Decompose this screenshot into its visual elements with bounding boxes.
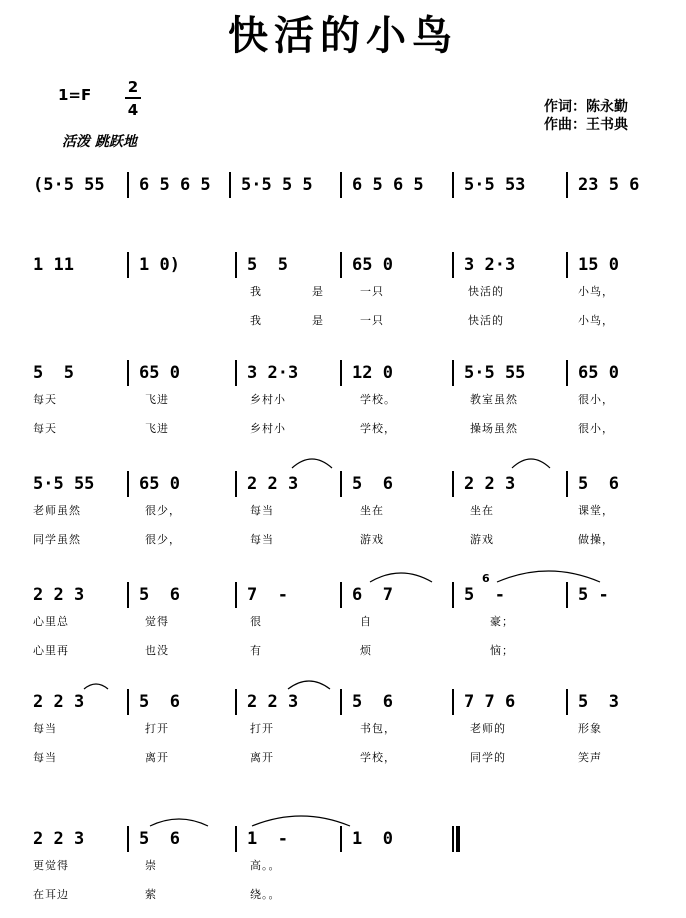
lyric-verse-1: 每当	[33, 722, 57, 735]
lyric-verse-1: 书包，	[360, 722, 396, 735]
lyric-verse-1: 学校。	[360, 393, 396, 406]
lyric-verse-2: 离开	[145, 751, 169, 764]
lyric-verse-2: 烦	[360, 644, 372, 657]
lyric-verse-1: 打开	[145, 722, 169, 735]
lyric-verse-1: 课堂，	[578, 504, 614, 517]
measure-notes: 2 2 3	[247, 474, 299, 494]
measure-notes: 65 0	[139, 363, 180, 383]
measure-notes: 23 5 6	[578, 175, 640, 195]
measure-notes: 1 11	[33, 255, 74, 275]
lyric-verse-2: 乡村小	[250, 422, 286, 435]
measure-notes: 2 2 3	[247, 692, 299, 712]
lyric-verse-1: 觉得	[145, 615, 169, 628]
measure-notes: 1 -	[247, 829, 288, 849]
lyric-verse-2: 心里再	[33, 644, 69, 657]
measure-notes: 3 2·3	[464, 255, 516, 275]
lyric-verse-1: 心里总	[33, 615, 69, 628]
measure-notes: 12 0	[352, 363, 393, 383]
lyric-verse-1: 形象	[578, 722, 602, 735]
measure-notes: 5 5	[247, 255, 288, 275]
lyric-verse-2: 游戏	[470, 533, 494, 546]
measure-notes: 5·5 55	[464, 363, 526, 383]
lyric-verse-1: 飞进	[145, 393, 169, 406]
lyric-verse-2: 小鸟，	[578, 314, 614, 327]
measure-notes: 15 0	[578, 255, 619, 275]
lyric-verse-1: 坐在	[470, 504, 494, 517]
lyric-verse-1: 我	[250, 285, 262, 298]
measure-notes: 2 2 3	[33, 585, 85, 605]
measure-notes: 5 5	[33, 363, 74, 383]
lyric-verse-2: 游戏	[360, 533, 384, 546]
measure-notes: 5 6	[578, 474, 619, 494]
measure-notes: 5 3	[578, 692, 619, 712]
measure-notes: 5 6	[139, 829, 180, 849]
measure-notes: (5·5 55	[33, 175, 105, 195]
grace-note: 6	[482, 572, 490, 585]
measure-notes: 2 2 3	[33, 829, 85, 849]
lyric-verse-2: 每天	[33, 422, 57, 435]
measure-notes: 5 -	[464, 585, 505, 605]
lyric-verse-2: 每当	[250, 533, 274, 546]
slur-arc	[288, 681, 330, 689]
time-signature-top: 2	[127, 78, 139, 96]
slur-arc	[497, 571, 600, 582]
measure-notes: 7 7 6	[464, 692, 516, 712]
lyric-verse-2: 飞进	[145, 422, 169, 435]
lyric-verse-2: 也没	[145, 644, 169, 657]
lyric-verse-2: 学校，	[360, 422, 396, 435]
lyric-verse-1: 小鸟，	[578, 285, 614, 298]
measure-notes: 5 -	[578, 585, 609, 605]
lyric-verse-1: 自	[360, 615, 372, 628]
lyric-verse-1: 豪；	[490, 615, 514, 628]
lyric-verse-1: 每天	[33, 393, 57, 406]
lyric-verse-2: 学校，	[360, 751, 396, 764]
measure-notes: 65 0	[139, 474, 180, 494]
measure-notes: 1 0	[352, 829, 393, 849]
time-signature-bottom: 4	[127, 101, 139, 119]
lyricist-credit: 作词：陈永勤	[544, 99, 628, 115]
measure-notes: 2 2 3	[33, 692, 85, 712]
song-title: 快活的小鸟	[228, 13, 458, 59]
lyric-verse-2: 同学虽然	[33, 533, 81, 546]
measure-notes: 1 0)	[139, 255, 180, 275]
lyric-verse-2: 恼；	[490, 644, 514, 657]
lyric-verse-1: 一只	[360, 285, 384, 298]
measure-notes: 2 2 3	[464, 474, 516, 494]
measure-notes: 65 0	[352, 255, 393, 275]
lyric-verse-2: 每当	[33, 751, 57, 764]
tempo-marking: 活泼 跳跃地	[62, 134, 137, 150]
lyric-verse-1: 很	[250, 615, 262, 628]
lyric-verse-1: 很小，	[578, 393, 614, 406]
lyric-verse-2: 绕。。	[250, 888, 281, 901]
key-signature: 1=F	[58, 86, 92, 104]
lyric-verse-2: 是	[312, 314, 324, 327]
composer-credit: 作曲：王书典	[544, 117, 628, 133]
lyric-verse-1: 很少，	[145, 504, 181, 517]
lyric-verse-1: 快活的	[468, 285, 504, 298]
lyric-verse-1: 更觉得	[33, 859, 69, 872]
lyric-verse-2: 快活的	[468, 314, 504, 327]
measure-notes: 6 5 6 5	[139, 175, 211, 195]
lyric-verse-1: 乡村小	[250, 393, 286, 406]
lyric-verse-2: 很小，	[578, 422, 614, 435]
measure-notes: 5 6	[139, 585, 180, 605]
lyric-verse-1: 高。。	[250, 859, 281, 872]
lyric-verse-1: 每当	[250, 504, 274, 517]
measure-notes: 65 0	[578, 363, 619, 383]
measure-notes: 5 6	[139, 692, 180, 712]
slur-arc	[512, 459, 550, 468]
lyric-verse-1: 坐在	[360, 504, 384, 517]
measure-notes: 5 6	[352, 692, 393, 712]
lyric-verse-2: 在耳边	[33, 888, 69, 901]
measure-notes: 5·5 53	[464, 175, 526, 195]
lyric-verse-2: 我	[250, 314, 262, 327]
lyric-verse-2: 有	[250, 644, 262, 657]
slur-arc	[292, 459, 332, 468]
measure-notes: 3 2·3	[247, 363, 299, 383]
lyric-verse-2: 萦	[145, 888, 157, 901]
lyric-verse-2: 笑声	[578, 751, 602, 764]
measure-notes: 7 -	[247, 585, 288, 605]
measure-notes: 6 7	[352, 585, 393, 605]
lyric-verse-2: 离开	[250, 751, 274, 764]
slur-arc	[84, 684, 108, 689]
lyric-verse-2: 一只	[360, 314, 384, 327]
slur-arc	[252, 816, 350, 826]
measure-notes: 5 6	[352, 474, 393, 494]
slur-arc	[150, 819, 208, 826]
lyric-verse-1: 老师的	[470, 722, 506, 735]
lyric-verse-2: 做操，	[578, 533, 614, 546]
lyric-verse-1: 老师虽然	[33, 504, 81, 517]
lyric-verse-1: 打开	[250, 722, 274, 735]
lyric-verse-1: 崇	[145, 859, 157, 872]
lyric-verse-1: 是	[312, 285, 324, 298]
slur-arc	[370, 573, 432, 582]
measure-notes: 6 5 6 5	[352, 175, 424, 195]
lyric-verse-2: 操场虽然	[470, 422, 518, 435]
measure-notes: 5·5 55	[33, 474, 95, 494]
lyric-verse-1: 教室虽然	[470, 393, 518, 406]
measure-notes: 5·5 5 5	[241, 175, 313, 195]
lyric-verse-2: 很少，	[145, 533, 181, 546]
lyric-verse-2: 同学的	[470, 751, 506, 764]
